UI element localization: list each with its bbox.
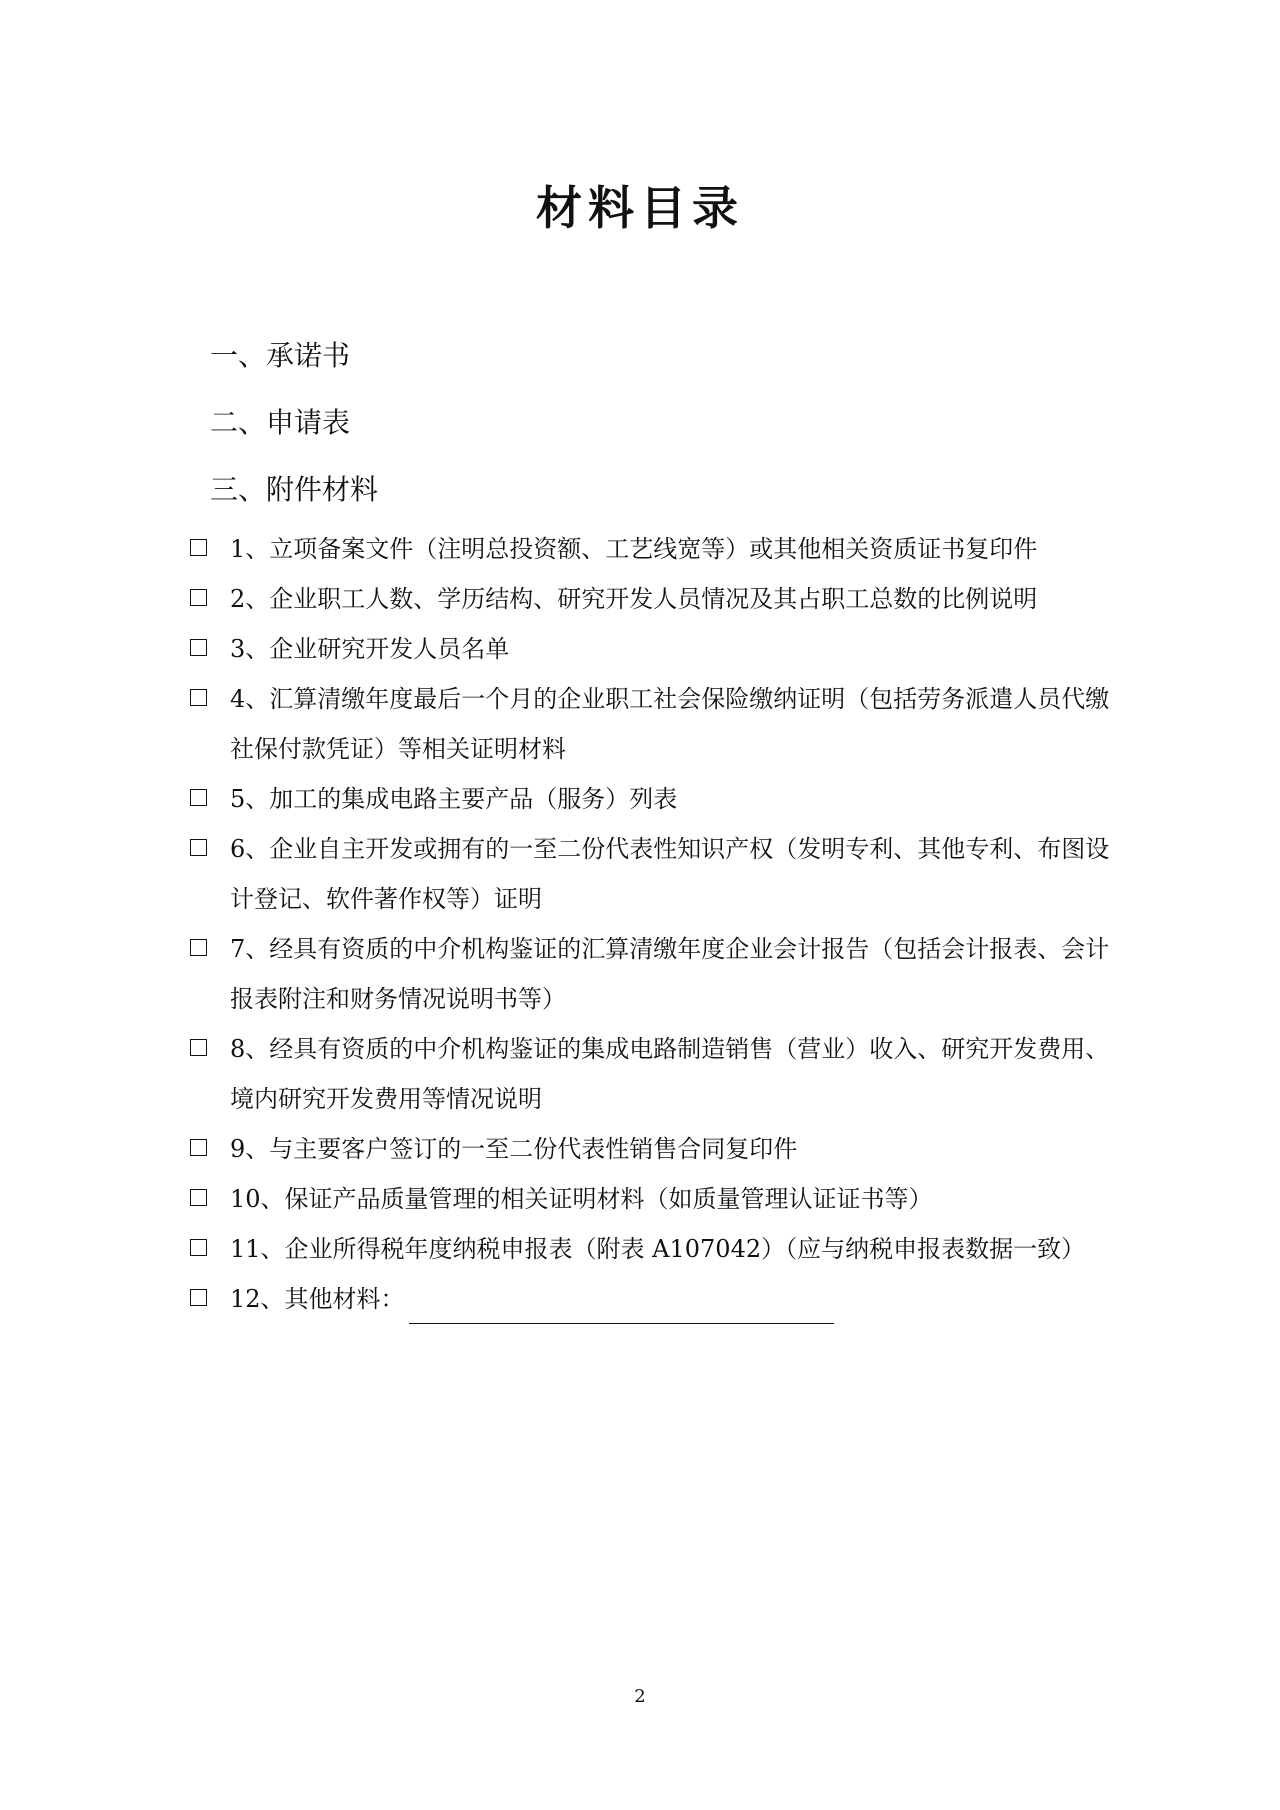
section-heading-commitment: 一、承诺书 — [210, 339, 351, 372]
checkbox[interactable] — [190, 539, 207, 556]
checklist-item-text: 6、企业自主开发或拥有的一至二份代表性知识产权（发明专利、其他专利、布图设计登记、软件著作权等）证明 — [230, 835, 1110, 913]
checklist-item-text-wrapper — [230, 1274, 1120, 1324]
checkbox[interactable] — [190, 789, 207, 806]
checklist-item — [190, 924, 1120, 1024]
fill-in-blank-line[interactable] — [409, 1295, 834, 1324]
checklist-item-text: 5、加工的集成电路主要产品（服务）列表 — [230, 785, 678, 813]
checklist-item-text: 12、其他材料： — [230, 1285, 405, 1313]
checklist-item-text: 1、立项备案文件（注明总投资额、工艺线宽等）或其他相关资质证书复印件 — [230, 535, 1038, 563]
checklist-item — [190, 1024, 1120, 1124]
checkbox[interactable] — [190, 1239, 207, 1256]
checklist-item — [190, 524, 1120, 574]
checklist-item-text: 3、企业研究开发人员名单 — [230, 635, 510, 663]
checklist-item-text: 11、企业所得税年度纳税申报表（附表 A107042）（应与纳税申报表数据一致） — [230, 1235, 1086, 1263]
checkbox[interactable] — [190, 589, 207, 606]
checklist-item — [190, 1224, 1120, 1274]
checklist-item-text: 4、汇算清缴年度最后一个月的企业职工社会保险缴纳证明（包括劳务派遣人员代缴社保付款凭证）等相关证明材料 — [230, 685, 1110, 763]
page-title: 材料目录 — [536, 181, 744, 235]
checklist-item-text: 2、企业职工人数、学历结构、研究开发人员情况及其占职工总数的比例说明 — [230, 585, 1038, 613]
checklist-item-text: 10、保证产品质量管理的相关证明材料（如质量管理认证证书等） — [230, 1185, 933, 1213]
checklist-item-text: 7、经具有资质的中介机构鉴证的汇算清缴年度企业会计报告（包括会计报表、会计报表附注和财务情况说明书等） — [230, 935, 1110, 1013]
checkbox[interactable] — [190, 1289, 207, 1306]
checklist-item — [190, 574, 1120, 624]
checklist-item-text: 9、与主要客户签订的一至二份代表性销售合同复印件 — [230, 1135, 798, 1163]
checkbox[interactable] — [190, 1139, 207, 1156]
checkbox[interactable] — [190, 1039, 207, 1056]
checkbox[interactable] — [190, 639, 207, 656]
checklist-item — [190, 624, 1120, 674]
checkbox[interactable] — [190, 939, 207, 956]
checkbox[interactable] — [190, 689, 207, 706]
checklist-item — [190, 1174, 1120, 1224]
checkbox[interactable] — [190, 839, 207, 856]
checklist-item — [190, 1124, 1120, 1174]
page-number: 2 — [634, 1686, 646, 1707]
checklist-item-text: 8、经具有资质的中介机构鉴证的集成电路制造销售（营业）收入、研究开发费用、境内研究开发费用等情况说明 — [230, 1035, 1110, 1113]
checklist-item — [190, 824, 1120, 924]
checkbox[interactable] — [190, 1189, 207, 1206]
checklist-item — [190, 674, 1120, 774]
section-heading-attachments: 三、附件材料 — [210, 473, 379, 506]
section-heading-application-form: 二、申请表 — [210, 406, 351, 439]
checklist-item — [190, 774, 1120, 824]
checklist-item — [190, 1274, 1120, 1324]
